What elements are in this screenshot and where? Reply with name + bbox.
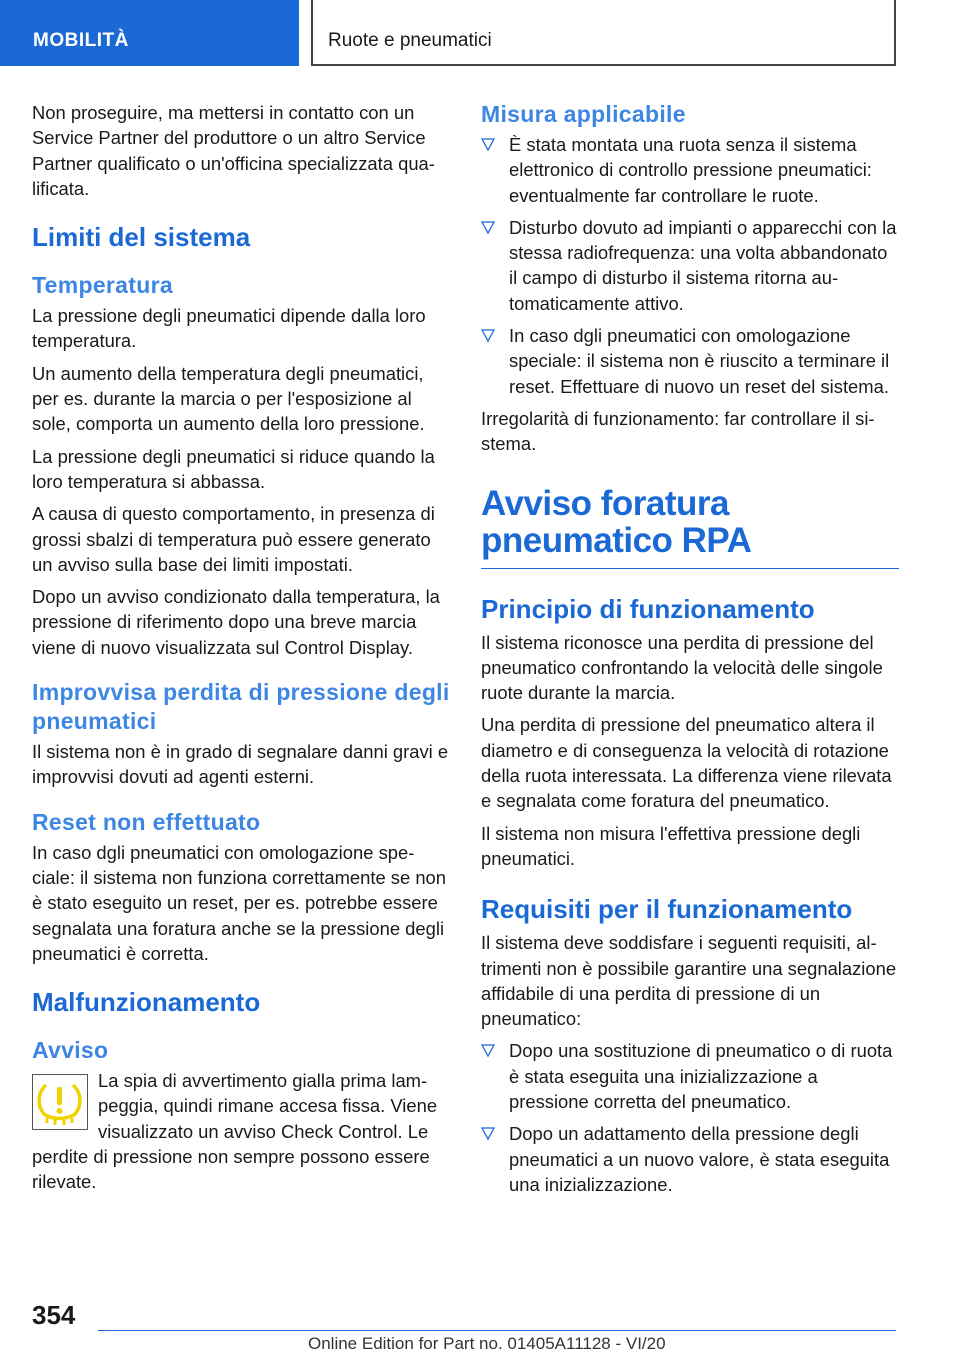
heading-rule xyxy=(481,568,899,569)
temp-paragraph-2: Un aumento della temperatura degli pneumatici, per es. durante la marcia o per l'esposizione al sole, comporta un aumento della loro pressione. xyxy=(32,362,425,435)
list-item xyxy=(481,323,899,399)
list-item-text: È stata montata una ruota senza il sistema elettronico di controllo pressione pneumatici: eventualmente far controllare le ruote. xyxy=(509,134,872,206)
heading-temperatura: Temperatura xyxy=(32,272,173,299)
list-item xyxy=(481,132,899,208)
tire-pressure-warning-icon xyxy=(32,1074,88,1130)
bullet-triangle-icon xyxy=(481,1041,495,1059)
heading-principio: Principio di funzionamento xyxy=(481,593,815,624)
temp-paragraph-1: La pressione degli pneumatici dipende dalla loro temperatura. xyxy=(32,305,426,352)
avviso-paragraph: La spia di avvertimento gialla prima lampeggia, quindi rimane accesa fissa. Viene visualizzato un avviso Check Control. Le perdite di pressione non sempre possono essere rilevate. xyxy=(32,1070,438,1193)
list-item xyxy=(481,1038,899,1114)
requisiti-list xyxy=(481,1038,899,1197)
principio-paragraph-3: Il sistema non misura l'effettiva pressione degli pneumatici. xyxy=(481,822,861,869)
list-item-text: In caso dgli pneumatici con omologazione speciale: il sistema non è riuscito a terminare il reset. Effettuare di nuovo un reset del sistema. xyxy=(509,325,890,397)
avviso-block xyxy=(32,1068,450,1194)
heading-malfunzionamento: Malfunzionamento xyxy=(32,987,261,1018)
list-item-text: Disturbo dovuto ad impianti o apparecchi con la stessa radiofrequenza: una volta abbandonato il campo di disturbo il sistema ritorna automaticamente attivo. xyxy=(509,216,897,314)
perdita-paragraph: Il sistema non è in grado di segnalare danni gravi e improvvisi dovuti ad agenti esterni. xyxy=(32,741,449,788)
chapter-title: Ruote e pneumatici xyxy=(311,0,896,66)
bullet-triangle-icon xyxy=(481,135,495,153)
right-column xyxy=(481,100,899,1204)
page-header xyxy=(0,0,960,66)
footer-rule xyxy=(98,1330,896,1331)
irregolarita-paragraph: Irregolarità di funzionamento: far controllare il sistema. xyxy=(481,407,875,455)
heading-limiti: Limiti del sistema xyxy=(32,222,251,253)
list-item-text: Dopo un adattamento della pressione degli pneumatici a un nuovo valore, è stata eseguita una inizializzazione. xyxy=(509,1123,890,1195)
bullet-triangle-icon xyxy=(481,218,495,236)
principio-paragraph-1: Il sistema riconosce una perdita di pressione del pneumatico confrontando la velocità delle singole ruote durante la marcia. xyxy=(481,631,883,704)
heading-misura: Misura applicabile xyxy=(481,101,686,127)
heading-perdita: Improvvisa perdita di pressione degli pneumatici xyxy=(32,679,450,735)
heading-reset: Reset non effettuato xyxy=(32,808,261,835)
bullet-triangle-icon xyxy=(481,1124,495,1142)
section-tab: MOBILITÀ xyxy=(0,0,299,66)
intro-paragraph: Non proseguire, ma mettersi in contatto con un Service Partner del produttore o un altro Service Partner qualificato o un'officina specializzata qualificata. xyxy=(32,102,435,199)
temp-paragraph-4: A causa di questo comportamento, in presenza di grossi sbalzi di temperatura può essere generato un avviso sulla base dei limiti impostati. xyxy=(32,503,435,575)
bullet-triangle-icon xyxy=(481,326,495,344)
reset-paragraph: In caso dgli pneumatici con omologazione speciale: il sistema non funziona correttamente se non è stato eseguito un reset, per es. potrebbe essere segnalata una foratura anche se la pressione degli pneumatici è corretta. xyxy=(32,841,447,964)
heading-requisiti: Requisiti per il funzionamento xyxy=(481,894,853,925)
list-item xyxy=(481,1121,899,1197)
heading-avviso: Avviso xyxy=(32,1037,109,1064)
misura-list xyxy=(481,132,899,399)
temp-paragraph-3: La pressione degli pneumatici si riduce quando la loro temperatura si abbassa. xyxy=(32,445,435,492)
temp-paragraph-5: Dopo un avviso condizionato dalla temperatura, la pressione di riferimento dopo una breve marcia viene di nuovo visualizzata sul Control Display. xyxy=(32,586,440,658)
requisiti-paragraph: Il sistema deve soddisfare i seguenti requisiti, altrimenti non è possibile garantire una segnalazione affidabile di una perdita di pressione di un pneumatico: xyxy=(481,932,897,1030)
heading-rpa: Avviso foratura pneumatico RPA xyxy=(481,483,752,560)
page-number: 354 xyxy=(32,1300,76,1330)
left-column xyxy=(32,100,450,1202)
principio-paragraph-2: Una perdita di pressione del pneumatico altera il diametro e di conseguenza la velocità di rotazione della ruota interessata. La differenza viene rilevata e segnalata come foratura del pneumatico. xyxy=(481,714,892,812)
list-item xyxy=(481,215,899,316)
edition-note: Online Edition for Part no. 01405A11128 - VI/20 xyxy=(308,1334,666,1353)
list-item-text: Dopo una sostituzione di pneumatico o di ruota è stata eseguita una inizializzazione a pressione corretta del pneumatico. xyxy=(509,1040,893,1113)
